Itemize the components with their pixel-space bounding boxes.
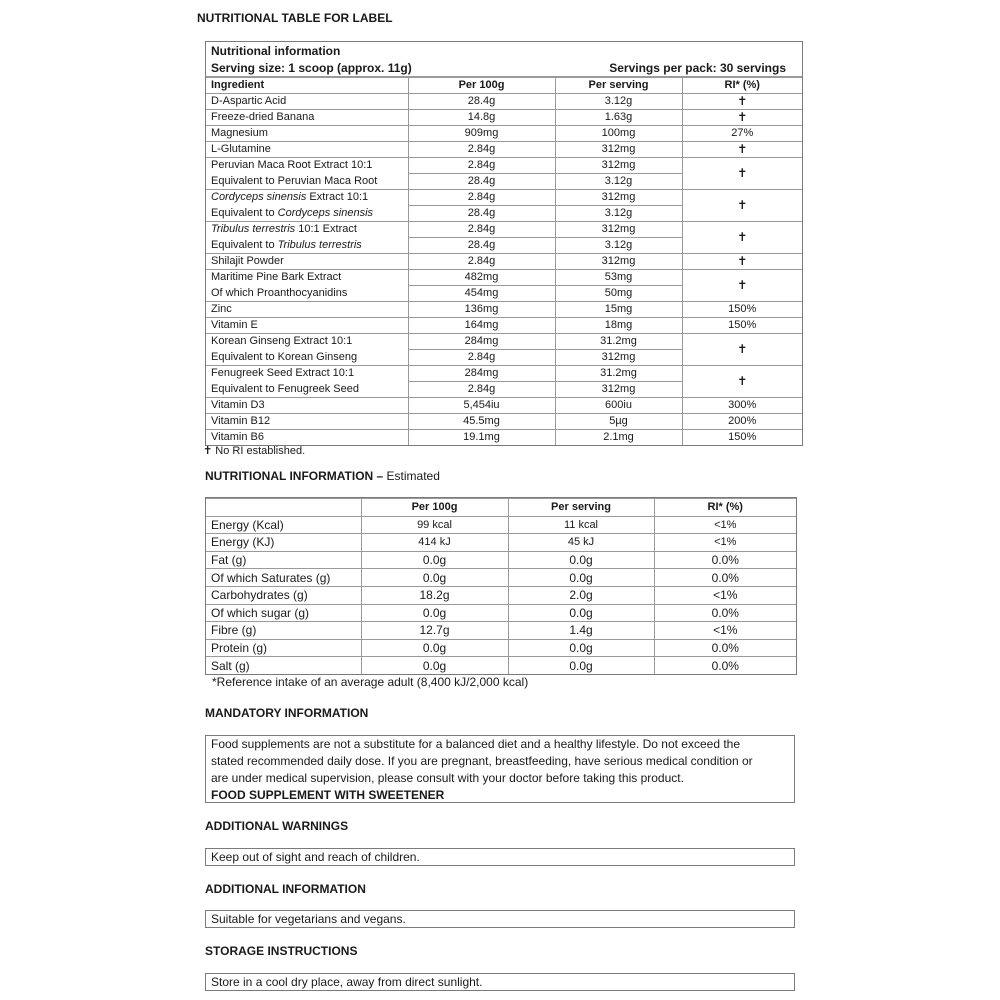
per-serving-value: 312mg xyxy=(555,190,682,206)
per100g-value: 12.7g xyxy=(361,622,508,640)
per-serving-value: 0.0g xyxy=(508,551,654,569)
table-row xyxy=(206,551,796,569)
nutrient-name: Of which sugar (g) xyxy=(206,604,361,622)
per-serving-value: 312mg xyxy=(555,222,682,238)
ri-value: ✝ xyxy=(682,366,802,398)
per100g-value: 18.2g xyxy=(361,586,508,604)
ingredient-grid xyxy=(206,77,802,445)
per-serving-value: 312mg xyxy=(555,158,682,174)
ingredient-name: Tribulus terrestris 10:1 Extract xyxy=(206,222,408,238)
per100g-value: 2.84g xyxy=(408,350,555,366)
ri-value: <1% xyxy=(654,586,796,604)
per100g-value: 454mg xyxy=(408,286,555,302)
per-serving-value: 312mg xyxy=(555,382,682,398)
ri-value: 27% xyxy=(682,126,802,142)
per-serving-value: 3.12g xyxy=(555,174,682,190)
per100g-value: 19.1mg xyxy=(408,430,555,446)
table-row xyxy=(206,604,796,622)
table-row xyxy=(206,534,796,552)
col-header-per100g: Per 100g xyxy=(408,78,555,94)
per100g-value: 284mg xyxy=(408,334,555,350)
nutrition-estimated-table xyxy=(205,497,797,675)
per-serving-value: 0.0g xyxy=(508,639,654,657)
nutrient-name: Fibre (g) xyxy=(206,622,361,640)
ri-value: ✝ xyxy=(682,254,802,270)
ri-value: 200% xyxy=(682,414,802,430)
ingredient-name: Equivalent to Korean Ginseng xyxy=(206,350,408,366)
mandatory-line: are under medical supervision, please consult with your doctor before taking this product. xyxy=(211,771,684,785)
per-serving-value: 0.0g xyxy=(508,604,654,622)
col-header-blank xyxy=(206,499,361,517)
column-header-row xyxy=(206,499,796,517)
additional-info-box xyxy=(205,910,795,928)
per100g-value: 136mg xyxy=(408,302,555,318)
nutrient-name: Energy (KJ) xyxy=(206,534,361,552)
ingredient-name: Peruvian Maca Root Extract 10:1 xyxy=(206,158,408,174)
per100g-value: 482mg xyxy=(408,270,555,286)
ri-value: ✝ xyxy=(682,94,802,110)
per100g-value: 2.84g xyxy=(408,382,555,398)
per-serving-value: 15mg xyxy=(555,302,682,318)
table-row xyxy=(206,270,802,286)
ingredient-name: Maritime Pine Bark Extract xyxy=(206,270,408,286)
per100g-value: 2.84g xyxy=(408,254,555,270)
ri-value: ✝ xyxy=(682,158,802,190)
table-row xyxy=(206,516,796,534)
storage-title: STORAGE INSTRUCTIONS xyxy=(205,944,358,958)
table-title: Nutritional information xyxy=(211,44,341,58)
mandatory-line: stated recommended daily dose. If you are pregnant, breastfeeding, have serious medical condition or xyxy=(211,754,753,768)
ri-value: 150% xyxy=(682,318,802,334)
ri-value: ✝ xyxy=(682,190,802,222)
per100g-value: 2.84g xyxy=(408,158,555,174)
per-serving-value: 50mg xyxy=(555,286,682,302)
table-row xyxy=(206,142,802,158)
table-row xyxy=(206,414,802,430)
per100g-value: 0.0g xyxy=(361,569,508,587)
per100g-value: 28.4g xyxy=(408,94,555,110)
per-serving-value: 53mg xyxy=(555,270,682,286)
per-serving-value: 18mg xyxy=(555,318,682,334)
ri-value: 0.0% xyxy=(654,569,796,587)
nutrition-grid xyxy=(206,498,796,674)
table-row xyxy=(206,334,802,350)
table-row xyxy=(206,302,802,318)
per-serving-value: 31.2mg xyxy=(555,366,682,382)
table-row xyxy=(206,622,796,640)
table-row xyxy=(206,639,796,657)
per-serving-value: 11 kcal xyxy=(508,516,654,534)
table-header-block xyxy=(206,42,802,77)
table-row xyxy=(206,110,802,126)
per100g-value: 2.84g xyxy=(408,190,555,206)
per-serving-value: 5µg xyxy=(555,414,682,430)
ingredient-name: Fenugreek Seed Extract 10:1 xyxy=(206,366,408,382)
per100g-value: 28.4g xyxy=(408,206,555,222)
ri-value: 0.0% xyxy=(654,604,796,622)
ri-value: 300% xyxy=(682,398,802,414)
per-serving-value: 3.12g xyxy=(555,238,682,254)
per100g-value: 5,454iu xyxy=(408,398,555,414)
ingredient-name: Vitamin E xyxy=(206,318,408,334)
per100g-value: 909mg xyxy=(408,126,555,142)
per-serving-value: 3.12g xyxy=(555,206,682,222)
mandatory-box xyxy=(205,735,795,803)
col-header-per-serving: Per serving xyxy=(508,499,654,517)
ingredient-name: Korean Ginseng Extract 10:1 xyxy=(206,334,408,350)
table-row xyxy=(206,126,802,142)
ri-value: 0.0% xyxy=(654,551,796,569)
warnings-text: Keep out of sight and reach of children. xyxy=(211,850,420,864)
additional-info-text: Suitable for vegetarians and vegans. xyxy=(211,912,406,926)
per-serving-value: 312mg xyxy=(555,350,682,366)
ingredient-name: Cordyceps sinensis Extract 10:1 xyxy=(206,190,408,206)
ri-value: ✝ xyxy=(682,270,802,302)
column-header-row xyxy=(206,78,802,94)
ingredient-name: Vitamin B12 xyxy=(206,414,408,430)
warnings-title: ADDITIONAL WARNINGS xyxy=(205,819,349,833)
per100g-value: 414 kJ xyxy=(361,534,508,552)
ingredient-name: Shilajit Powder xyxy=(206,254,408,270)
ri-value: <1% xyxy=(654,516,796,534)
table-row xyxy=(206,366,802,382)
per100g-value: 2.84g xyxy=(408,142,555,158)
per100g-value: 0.0g xyxy=(361,657,508,674)
table-row xyxy=(206,254,802,270)
nutrient-name: Fat (g) xyxy=(206,551,361,569)
servings-per-pack: Servings per pack: 30 servings xyxy=(609,61,786,75)
ri-value: 0.0% xyxy=(654,657,796,674)
ri-value: ✝ xyxy=(682,334,802,366)
per100g-value: 28.4g xyxy=(408,174,555,190)
table-row xyxy=(206,222,802,238)
storage-text: Store in a cool dry place, away from direct sunlight. xyxy=(211,975,483,989)
warnings-box xyxy=(205,848,795,866)
per-serving-value: 0.0g xyxy=(508,657,654,674)
per100g-value: 0.0g xyxy=(361,604,508,622)
per-serving-value: 31.2mg xyxy=(555,334,682,350)
per-serving-value: 0.0g xyxy=(508,569,654,587)
col-header-per-serving: Per serving xyxy=(555,78,682,94)
nutrient-name: Carbohydrates (g) xyxy=(206,586,361,604)
table-row xyxy=(206,94,802,110)
table-row xyxy=(206,158,802,174)
ingredient-name: D-Aspartic Acid xyxy=(206,94,408,110)
nutrient-name: Of which Saturates (g) xyxy=(206,569,361,587)
per-serving-value: 600iu xyxy=(555,398,682,414)
ri-value: <1% xyxy=(654,622,796,640)
per-serving-value: 1.4g xyxy=(508,622,654,640)
food-supplement-label: FOOD SUPPLEMENT WITH SWEETENER xyxy=(211,788,445,802)
no-ri-footnote: ✝ No RI established. xyxy=(203,445,306,457)
ri-value: 150% xyxy=(682,302,802,318)
per100g-value: 0.0g xyxy=(361,639,508,657)
per100g-value: 14.8g xyxy=(408,110,555,126)
ingredient-name: Vitamin D3 xyxy=(206,398,408,414)
page-title: NUTRITIONAL TABLE FOR LABEL xyxy=(197,11,393,25)
ingredient-name: Equivalent to Peruvian Maca Root xyxy=(206,174,408,190)
additional-info-title: ADDITIONAL INFORMATION xyxy=(205,882,366,896)
nutrient-name: Energy (Kcal) xyxy=(206,516,361,534)
storage-box xyxy=(205,973,795,991)
per100g-value: 0.0g xyxy=(361,551,508,569)
per-serving-value: 1.63g xyxy=(555,110,682,126)
estimated-title-bold: NUTRITIONAL INFORMATION – xyxy=(205,469,384,483)
col-header-per100g: Per 100g xyxy=(361,499,508,517)
ri-value: ✝ xyxy=(682,142,802,158)
per100g-value: 2.84g xyxy=(408,222,555,238)
table-row xyxy=(206,398,802,414)
ingredient-name: Freeze-dried Banana xyxy=(206,110,408,126)
table-row xyxy=(206,430,802,446)
ri-value: 150% xyxy=(682,430,802,446)
per-serving-value: 312mg xyxy=(555,254,682,270)
per100g-value: 99 kcal xyxy=(361,516,508,534)
per-serving-value: 100mg xyxy=(555,126,682,142)
table-row xyxy=(206,569,796,587)
ingredient-name: Equivalent to Fenugreek Seed xyxy=(206,382,408,398)
nutrient-name: Protein (g) xyxy=(206,639,361,657)
per100g-value: 284mg xyxy=(408,366,555,382)
per-serving-value: 45 kJ xyxy=(508,534,654,552)
ingredient-name: Equivalent to Tribulus terrestris xyxy=(206,238,408,254)
table-row xyxy=(206,318,802,334)
nutritional-info-table xyxy=(205,41,803,446)
col-header-ingredient: Ingredient xyxy=(206,78,408,94)
estimated-nutrition-title xyxy=(205,469,440,483)
col-header-ri: RI* (%) xyxy=(682,78,802,94)
ingredient-name: L-Glutamine xyxy=(206,142,408,158)
ri-value: ✝ xyxy=(682,110,802,126)
table-row xyxy=(206,586,796,604)
per-serving-value: 312mg xyxy=(555,142,682,158)
per100g-value: 28.4g xyxy=(408,238,555,254)
ingredient-name: Magnesium xyxy=(206,126,408,142)
ri-value: ✝ xyxy=(682,222,802,254)
ingredient-name: Equivalent to Cordyceps sinensis xyxy=(206,206,408,222)
mandatory-line: Food supplements are not a substitute for a balanced diet and a healthy lifestyle. Do not exceed the xyxy=(211,737,741,751)
per-serving-value: 3.12g xyxy=(555,94,682,110)
estimated-title-normal: Estimated xyxy=(383,469,440,483)
serving-size: Serving size: 1 scoop (approx. 11g) xyxy=(211,61,412,75)
ri-value: 0.0% xyxy=(654,639,796,657)
ingredient-name: Zinc xyxy=(206,302,408,318)
ingredient-name: Of which Proanthocyanidins xyxy=(206,286,408,302)
table-row xyxy=(206,657,796,674)
nutrient-name: Salt (g) xyxy=(206,657,361,674)
ingredient-name: Vitamin B6 xyxy=(206,430,408,446)
per-serving-value: 2.0g xyxy=(508,586,654,604)
table-row xyxy=(206,190,802,206)
per100g-value: 45.5mg xyxy=(408,414,555,430)
per100g-value: 164mg xyxy=(408,318,555,334)
col-header-ri: RI* (%) xyxy=(654,499,796,517)
reference-intake-note: *Reference intake of an average adult (8,400 kJ/2,000 kcal) xyxy=(212,675,529,689)
ri-value: <1% xyxy=(654,534,796,552)
per-serving-value: 2.1mg xyxy=(555,430,682,446)
mandatory-title: MANDATORY INFORMATION xyxy=(205,706,369,720)
